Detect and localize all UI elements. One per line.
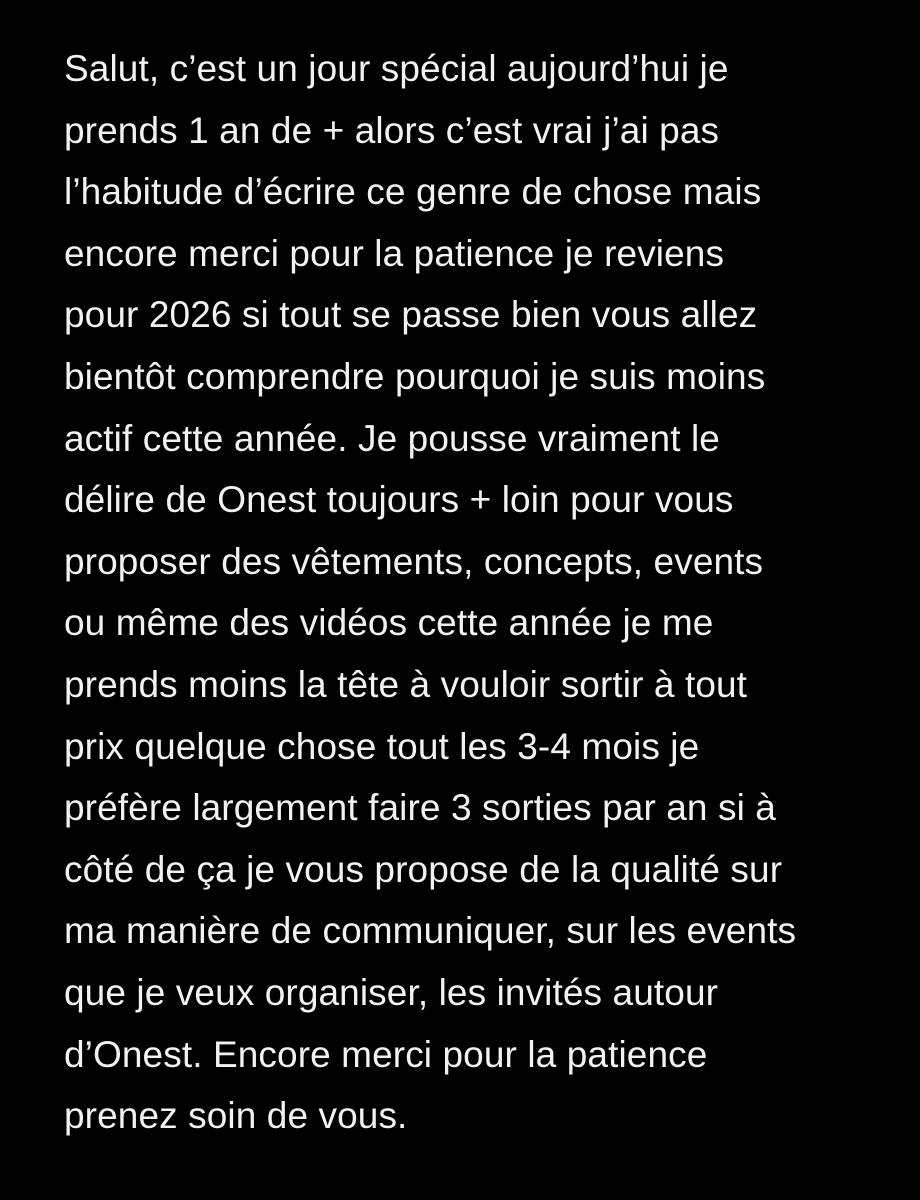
note-line: proposer des vêtements, concepts, events <box>64 540 764 582</box>
note-line: prix quelque chose tout les 3-4 mois je <box>64 725 700 767</box>
note-line: préfère largement faire 3 sorties par an si à <box>64 787 776 829</box>
note-line: d’Onest. Encore merci pour la patience <box>64 1033 708 1075</box>
note-line: que je veux organiser, les invités autour <box>64 971 719 1013</box>
note-line: côté de ça je vous propose de la qualité sur <box>64 848 783 890</box>
note-line: ma manière de communiquer, sur les events <box>64 910 797 952</box>
note-line: actif cette année. Je pousse vraiment le <box>64 417 720 459</box>
note-line: pour 2026 si tout se passe bien vous allez <box>64 294 758 336</box>
note-line: prends moins la tête à vouloir sortir à tout <box>64 663 748 705</box>
note-line: prenez soin de vous. <box>64 1095 408 1137</box>
note-line: bientôt comprendre pourquoi je suis moins <box>64 355 766 397</box>
note-line: ou même des vidéos cette année je me <box>64 602 714 644</box>
note-body <box>64 38 894 1147</box>
note-line: délire de Onest toujours + loin pour vous <box>64 479 734 521</box>
note-line: Salut, c’est un jour spécial aujourd’hui je <box>64 48 729 89</box>
note-line: l’habitude d’écrire ce genre de chose mais <box>64 171 762 213</box>
note-line: prends 1 an de + alors c’est vrai j’ai pas <box>64 109 720 151</box>
note-line: encore merci pour la patience je reviens <box>64 232 725 274</box>
